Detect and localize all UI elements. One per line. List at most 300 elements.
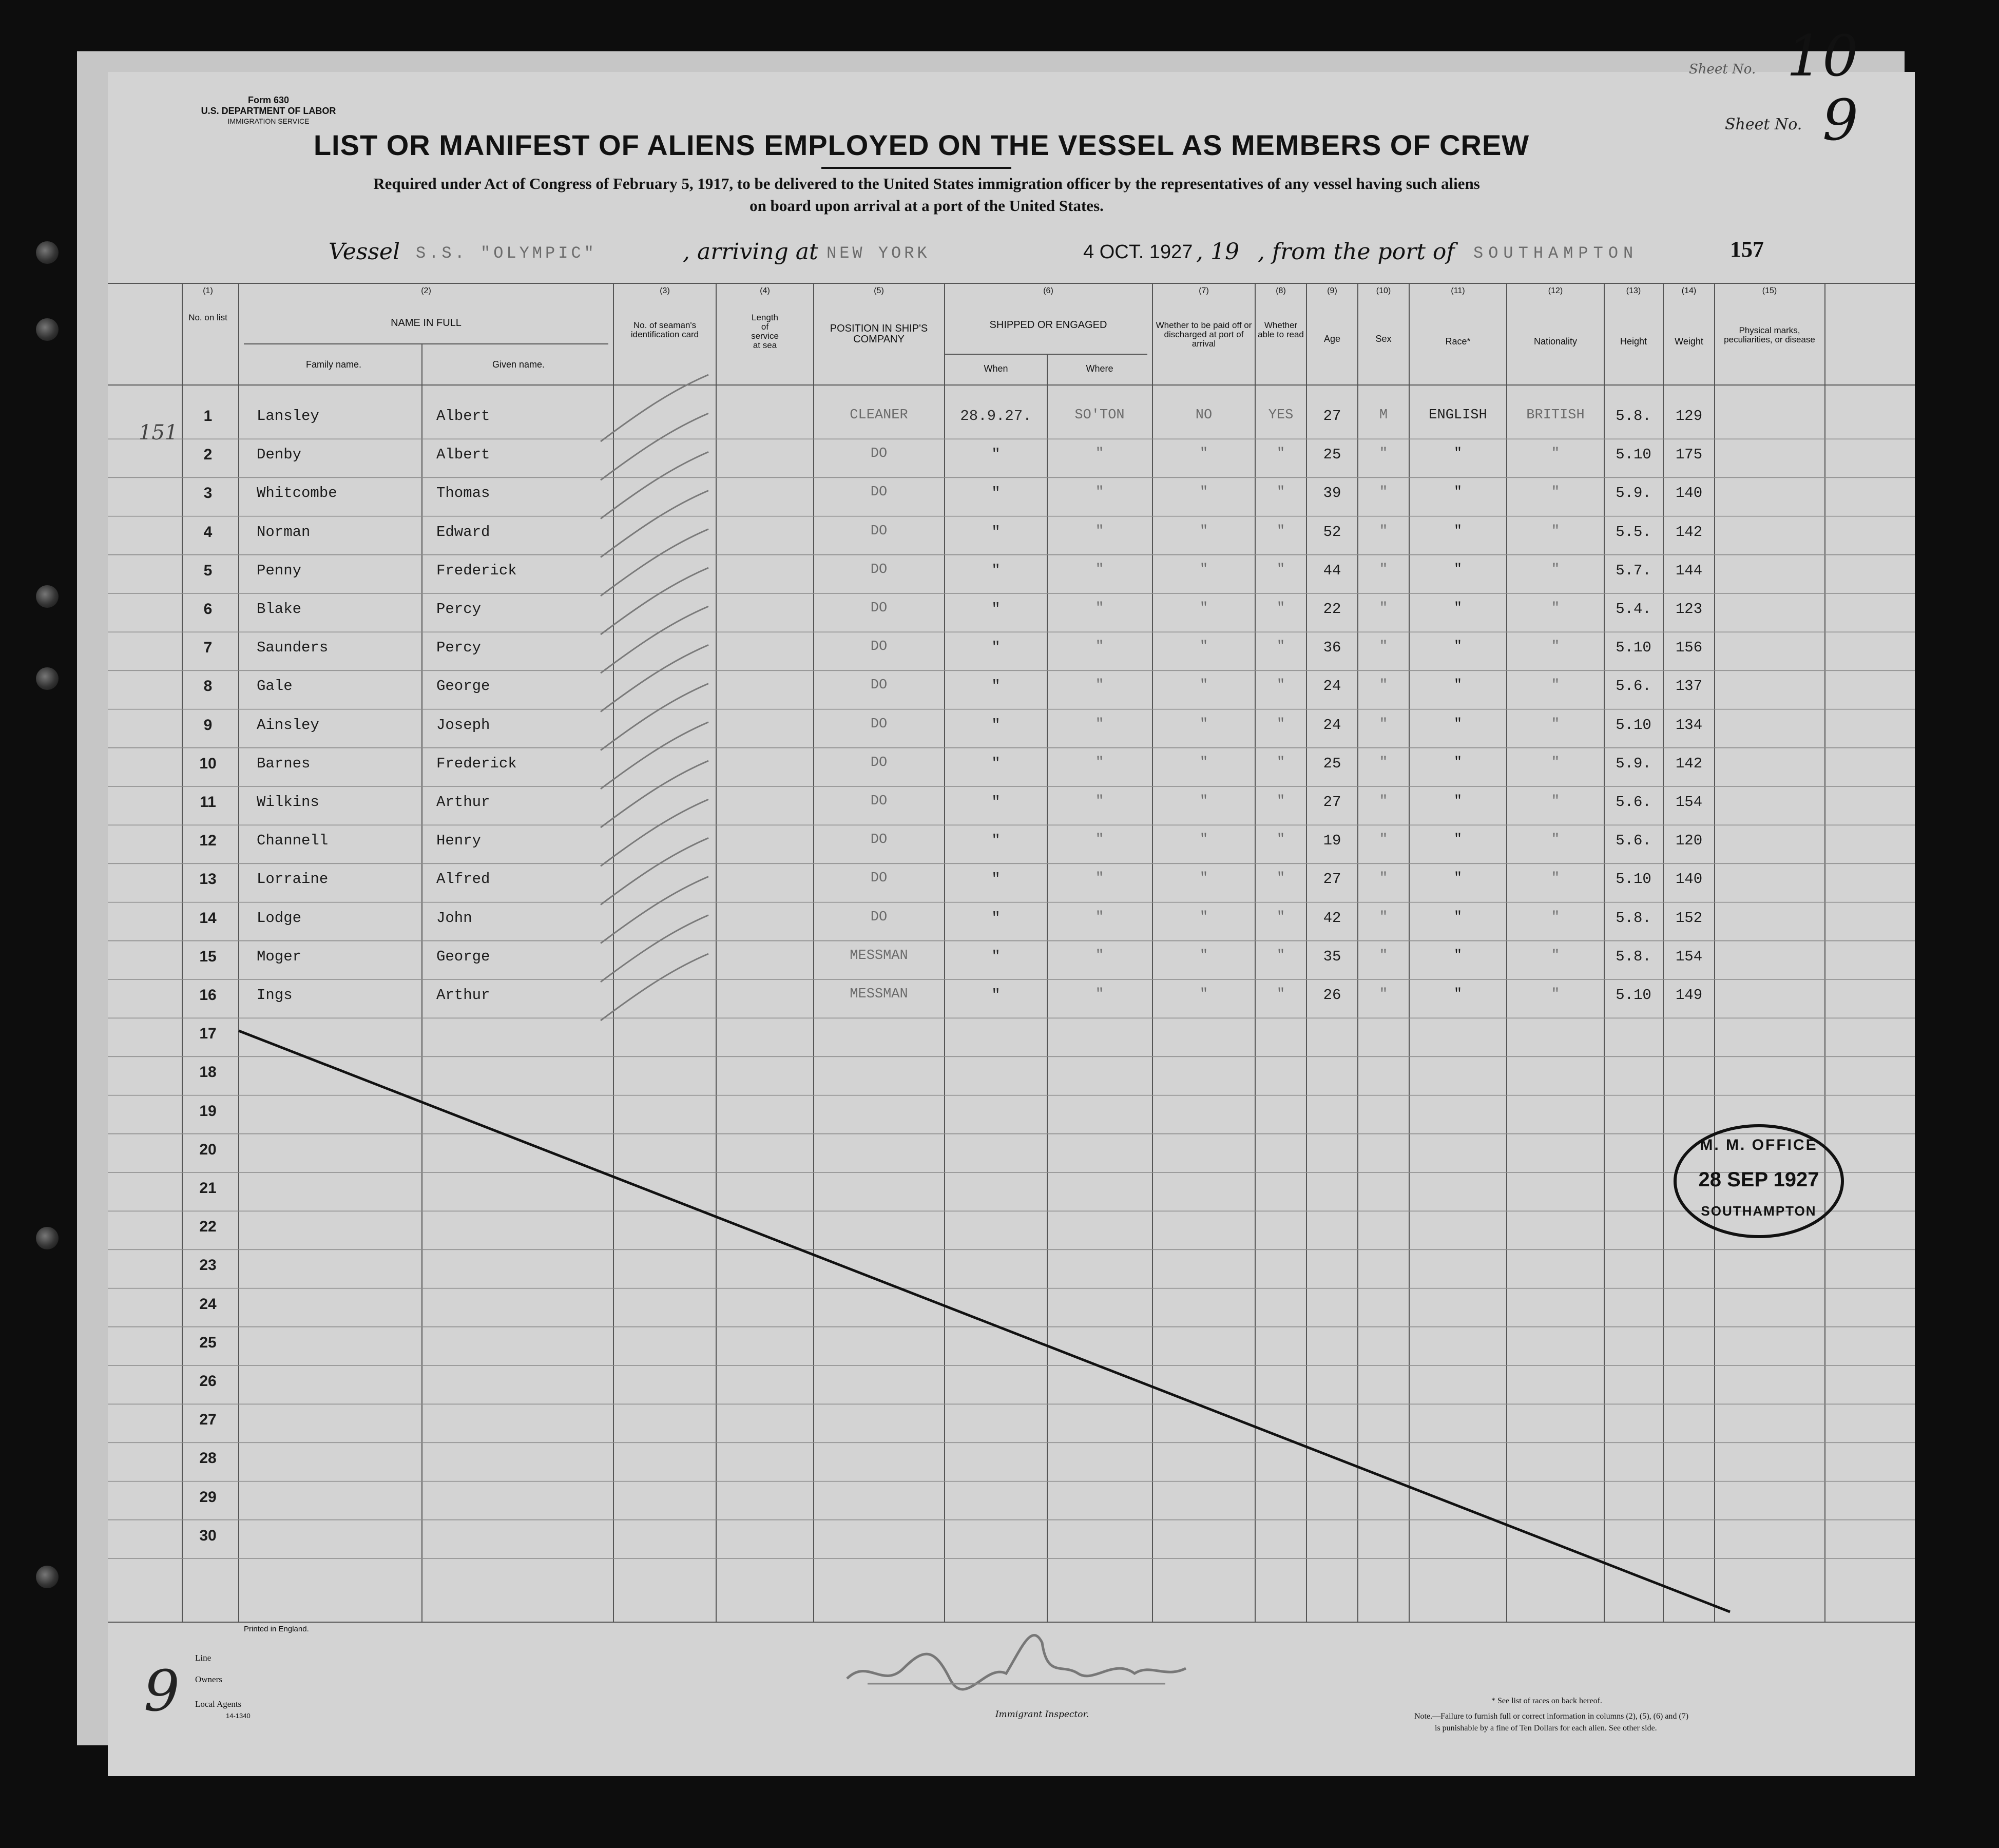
row-number: 8: [203, 678, 213, 695]
row-number: 24: [199, 1295, 217, 1313]
row-number: 5: [203, 562, 213, 579]
weight: 149: [1675, 987, 1703, 1004]
engaged-where: ": [1095, 716, 1104, 732]
paid-off: ": [1199, 755, 1208, 771]
paid-off: ": [1199, 948, 1208, 964]
family-name: Norman: [257, 523, 311, 541]
engaged-when: ": [991, 562, 1001, 579]
race: ": [1453, 987, 1463, 1002]
race: ": [1453, 678, 1463, 694]
family-name: Ings: [257, 987, 293, 1004]
sex: ": [1379, 446, 1388, 462]
sex: ": [1379, 909, 1388, 925]
row-number: 12: [199, 832, 217, 850]
race: ": [1453, 716, 1463, 732]
col5-label: POSITION IN SHIP'S COMPANY: [830, 323, 928, 345]
row-number: 22: [199, 1218, 217, 1236]
races-note: * See list of races on back hereof.: [1491, 1697, 1602, 1705]
given-name: Frederick: [436, 562, 517, 579]
height: 5.6.: [1616, 832, 1651, 850]
race: ": [1453, 794, 1463, 809]
sex: ": [1379, 485, 1388, 500]
owners-label: Owners: [195, 1674, 222, 1684]
paid-off: NO: [1195, 408, 1213, 423]
position: DO: [870, 909, 888, 925]
handwritten-number: 9: [144, 1658, 180, 1724]
row-number: 25: [199, 1334, 217, 1351]
note-line-2: is punishable by a fine of Ten Dollars for each alien. See other side.: [1435, 1724, 1657, 1732]
weight: 129: [1675, 408, 1703, 425]
binder-hole-icon: [36, 667, 59, 690]
paid-off: ": [1199, 601, 1208, 616]
engaged-when: ": [991, 678, 1001, 695]
family-name: Whitcombe: [257, 485, 337, 502]
position: DO: [870, 678, 888, 694]
age: 27: [1323, 794, 1341, 811]
able-to-read: ": [1276, 832, 1285, 848]
engaged-when: ": [991, 523, 1001, 541]
col6-where-label: Where: [1086, 363, 1113, 374]
able-to-read: ": [1276, 755, 1285, 771]
given-name: Thomas: [436, 485, 490, 502]
year-label: , 19: [1196, 239, 1239, 265]
col9-number: (9): [1327, 286, 1337, 295]
row-number: 18: [199, 1064, 217, 1081]
nationality: ": [1551, 485, 1560, 500]
col7-number: (7): [1199, 286, 1209, 295]
stamp-bottom-text: SOUTHAMPTON: [1701, 1203, 1817, 1219]
age: 42: [1323, 909, 1341, 927]
given-name: George: [436, 678, 490, 695]
weight: 140: [1675, 485, 1703, 502]
sex: ": [1379, 678, 1388, 694]
given-name: Albert: [436, 446, 490, 464]
pencil-tick: [601, 568, 708, 634]
position: DO: [870, 755, 888, 771]
age: 52: [1323, 523, 1341, 541]
col2-family-label: Family name.: [305, 359, 362, 370]
position: DO: [870, 485, 888, 500]
engaged-where: ": [1095, 909, 1104, 925]
office-stamp: [1674, 1124, 1844, 1238]
engaged-when: ": [991, 832, 1001, 850]
family-name: Gale: [257, 678, 293, 695]
pencil-tick: [601, 645, 708, 711]
arriving-port: NEW YORK: [826, 244, 930, 263]
col11-number: (11): [1451, 286, 1465, 295]
family-name: Barnes: [257, 755, 311, 772]
sex: ": [1379, 523, 1388, 539]
family-name: Ainsley: [257, 716, 319, 734]
family-name: Lodge: [257, 909, 302, 927]
weight: 152: [1675, 909, 1703, 927]
col3-label: No. of seaman's identification card: [630, 320, 699, 339]
engaged-where: ": [1095, 562, 1104, 578]
race: ": [1453, 562, 1463, 578]
able-to-read: ": [1276, 794, 1285, 809]
height: 5.10: [1616, 987, 1651, 1004]
binder-hole-icon: [36, 318, 59, 341]
engaged-when: ": [991, 639, 1001, 657]
engaged-when: ": [991, 909, 1001, 927]
col15-label: Physical marks, peculiarities, or disease: [1724, 325, 1815, 344]
nationality: ": [1551, 832, 1560, 848]
race: ": [1453, 601, 1463, 616]
race: ": [1453, 948, 1463, 964]
row-number: 7: [203, 639, 213, 657]
able-to-read: ": [1276, 716, 1285, 732]
able-to-read: ": [1276, 523, 1285, 539]
given-name: Henry: [436, 832, 482, 850]
family-name: Channell: [257, 832, 329, 850]
sheet-no-value-upper: 10: [1786, 23, 1858, 89]
pencil-tick: [601, 954, 708, 1021]
position: DO: [870, 523, 888, 539]
col8-number: (8): [1276, 286, 1286, 295]
paid-off: ": [1199, 678, 1208, 694]
row-number: 10: [199, 755, 217, 772]
engaged-where: ": [1095, 755, 1104, 771]
pencil-tick: [601, 722, 708, 789]
row-number: 3: [203, 485, 213, 502]
col5-number: (5): [874, 286, 884, 295]
height: 5.8.: [1616, 909, 1651, 927]
paid-off: ": [1199, 716, 1208, 732]
weight: 142: [1675, 755, 1703, 772]
age: 36: [1323, 639, 1341, 657]
sex: ": [1379, 601, 1388, 616]
row-number: 16: [199, 987, 217, 1004]
height: 5.7.: [1616, 562, 1651, 579]
able-to-read: ": [1276, 909, 1285, 925]
race: ": [1453, 523, 1463, 539]
from-port: SOUTHAMPTON: [1473, 244, 1639, 263]
row-number: 21: [199, 1180, 217, 1197]
engaged-where: ": [1095, 948, 1104, 964]
engaged-where: SO'TON: [1074, 408, 1125, 423]
given-name: Arthur: [436, 794, 490, 811]
col4-label: Length of service at sea: [751, 313, 779, 350]
able-to-read: ": [1276, 639, 1285, 655]
engaged-where: ": [1095, 987, 1104, 1002]
row-number: 20: [199, 1141, 217, 1158]
age: 39: [1323, 485, 1341, 502]
engaged-where: ": [1095, 678, 1104, 694]
paid-off: ": [1199, 523, 1208, 539]
col2-given-label: Given name.: [492, 359, 545, 370]
paid-off: ": [1199, 794, 1208, 809]
engaged-where: ": [1095, 871, 1104, 887]
stamp-top-text: M. M. OFFICE: [1700, 1137, 1818, 1153]
able-to-read: ": [1276, 948, 1285, 964]
given-name: Albert: [436, 408, 490, 425]
age: 25: [1323, 446, 1341, 464]
family-name: Moger: [257, 948, 302, 965]
position: CLEANER: [850, 408, 908, 423]
subtitle-line-1: Required under Act of Congress of February 5, 1917, to be delivered to the United States immigration officer by the representatives of any vessel having such aliens: [373, 175, 1480, 192]
height: 5.5.: [1616, 523, 1651, 541]
col6-number: (6): [1043, 286, 1053, 295]
engaged-when: ": [991, 716, 1001, 734]
vessel-label: Vessel: [329, 239, 400, 265]
given-name: Percy: [436, 601, 482, 618]
nationality: ": [1551, 446, 1560, 462]
col12-label: Nationality: [1533, 336, 1578, 346]
manifest-sheet: [108, 23, 1915, 1776]
sex: ": [1379, 987, 1388, 1002]
pencil-tick: [601, 529, 708, 596]
pencil-tick: [601, 838, 708, 904]
col1-number: (1): [203, 286, 213, 295]
nationality: ": [1551, 794, 1560, 809]
form-number: Form 630: [247, 95, 290, 105]
row-number: 29: [199, 1488, 217, 1506]
col13-number: (13): [1626, 286, 1641, 295]
weight: 120: [1675, 832, 1703, 850]
paid-off: ": [1199, 562, 1208, 578]
family-name: Lansley: [257, 408, 319, 425]
given-name: John: [436, 909, 472, 927]
form-code: 14-1340: [226, 1712, 251, 1720]
paid-off: ": [1199, 639, 1208, 655]
engaged-where: ": [1095, 523, 1104, 539]
row-number: 6: [203, 601, 213, 618]
col7-label: Whether to be paid off or discharged at port of arrival: [1156, 320, 1252, 349]
given-name: Percy: [436, 639, 482, 657]
engaged-when: ": [991, 948, 1001, 965]
engaged-where: ": [1095, 794, 1104, 809]
page-title: LIST OR MANIFEST OF ALIENS EMPLOYED ON THE VESSEL AS MEMBERS OF CREW: [313, 129, 1530, 161]
pencil-tick: [601, 452, 708, 518]
sex: ": [1379, 832, 1388, 848]
position: DO: [870, 832, 888, 848]
row-number: 28: [199, 1450, 217, 1467]
binder-hole-icon: [36, 1566, 59, 1588]
col14-number: (14): [1681, 286, 1697, 295]
height: 5.6.: [1616, 794, 1651, 811]
paid-off: ": [1199, 446, 1208, 462]
weight: 134: [1675, 716, 1703, 734]
nationality: ": [1551, 871, 1560, 887]
engaged-when: ": [991, 446, 1001, 464]
row-number: 30: [199, 1527, 217, 1544]
inspector-label: Immigrant Inspector.: [995, 1709, 1089, 1720]
pencil-tick: [601, 684, 708, 750]
position: MESSMAN: [850, 948, 908, 964]
age: 26: [1323, 987, 1341, 1004]
height: 5.9.: [1616, 485, 1651, 502]
able-to-read: ": [1276, 601, 1285, 616]
age: 25: [1323, 755, 1341, 772]
row-number: 23: [199, 1257, 217, 1274]
pencil-tick: [601, 799, 708, 866]
able-to-read: ": [1276, 485, 1285, 500]
col15-number: (15): [1762, 286, 1777, 295]
paid-off: ": [1199, 832, 1208, 848]
position: DO: [870, 716, 888, 732]
race: ": [1453, 832, 1463, 848]
row-number: 9: [203, 716, 213, 734]
weight: 154: [1675, 794, 1703, 811]
race: ": [1453, 871, 1463, 887]
col6-when-label: When: [984, 363, 1008, 374]
able-to-read: ": [1276, 987, 1285, 1002]
family-name: Denby: [257, 446, 302, 464]
race: ": [1453, 909, 1463, 925]
subtitle-line-2: on board upon arrival at a port of the United States.: [749, 197, 1104, 215]
nationality: ": [1551, 639, 1560, 655]
nationality: ": [1551, 755, 1560, 771]
department: U.S. DEPARTMENT OF LABOR: [201, 106, 336, 116]
age: 24: [1323, 678, 1341, 695]
nationality: ": [1551, 987, 1560, 1002]
printed-note: Printed in England.: [244, 1625, 309, 1633]
row-number: 26: [199, 1373, 217, 1390]
able-to-read: YES: [1268, 408, 1294, 423]
arrival-date: 4 OCT. 1927: [1083, 241, 1193, 263]
position: DO: [870, 562, 888, 578]
engaged-when: ": [991, 601, 1001, 618]
engaged-when: ": [991, 871, 1001, 888]
margin-note: 151: [139, 421, 178, 445]
height: 5.10: [1616, 446, 1651, 464]
position: DO: [870, 794, 888, 809]
row-number: 15: [199, 948, 217, 965]
pencil-tick: [601, 915, 708, 982]
row-number: 14: [199, 909, 217, 927]
col1-label: No. on list: [188, 313, 227, 322]
family-name: Saunders: [257, 639, 329, 657]
col11-label: Race*: [1445, 336, 1471, 346]
position: DO: [870, 871, 888, 887]
row-number: 2: [203, 446, 213, 464]
arriving-label: , arriving at: [683, 239, 818, 265]
weight: 175: [1675, 446, 1703, 464]
col2-label: NAME IN FULL: [391, 317, 462, 329]
col2-number: (2): [421, 286, 431, 295]
race: ": [1453, 639, 1463, 655]
given-name: Edward: [436, 523, 490, 541]
service: IMMIGRATION SERVICE: [227, 117, 310, 125]
sex: ": [1379, 639, 1388, 655]
sheet-no-label-upper: Sheet No.: [1689, 62, 1756, 77]
position: DO: [870, 601, 888, 616]
engaged-where: ": [1095, 639, 1104, 655]
col14-label: Weight: [1675, 336, 1703, 346]
row-number: 13: [199, 871, 217, 888]
engaged-when: 28.9.27.: [960, 408, 1032, 425]
page-number: 157: [1730, 237, 1764, 262]
race: ": [1453, 446, 1463, 462]
able-to-read: ": [1276, 871, 1285, 887]
nationality: ": [1551, 678, 1560, 694]
engaged-when: ": [991, 755, 1001, 772]
nationality: ": [1551, 948, 1560, 964]
sheet-no-value: 9: [1822, 87, 1858, 153]
sex: ": [1379, 794, 1388, 809]
row-number: 27: [199, 1411, 217, 1429]
position: MESSMAN: [850, 987, 908, 1002]
weight: 137: [1675, 678, 1703, 695]
sheet-no-label: Sheet No.: [1725, 116, 1802, 133]
engaged-when: ": [991, 485, 1001, 502]
sex: M: [1379, 408, 1388, 423]
able-to-read: ": [1276, 678, 1285, 694]
height: 5.4.: [1616, 601, 1651, 618]
nationality: ": [1551, 601, 1560, 616]
height: 5.9.: [1616, 755, 1651, 772]
given-name: Joseph: [436, 716, 490, 734]
stamp-date: 28 SEP 1927: [1698, 1168, 1819, 1191]
weight: 144: [1675, 562, 1703, 579]
race: ": [1453, 485, 1463, 500]
sex: ": [1379, 562, 1388, 578]
age: 19: [1323, 832, 1341, 850]
weight: 140: [1675, 871, 1703, 888]
family-name: Wilkins: [257, 794, 319, 811]
position: DO: [870, 446, 888, 462]
age: 27: [1323, 871, 1341, 888]
col12-number: (12): [1548, 286, 1563, 295]
paid-off: ": [1199, 909, 1208, 925]
weight: 154: [1675, 948, 1703, 965]
engaged-where: ": [1095, 832, 1104, 848]
pencil-tick: [601, 877, 708, 944]
row-number: 17: [199, 1025, 217, 1043]
given-name: Arthur: [436, 987, 490, 1004]
nationality: ": [1551, 562, 1560, 578]
col3-number: (3): [660, 286, 670, 295]
height: 5.10: [1616, 639, 1651, 657]
paid-off: ": [1199, 485, 1208, 500]
pencil-tick: [601, 606, 708, 673]
weight: 123: [1675, 601, 1703, 618]
weight: 142: [1675, 523, 1703, 541]
engaged-when: ": [991, 987, 1001, 1004]
able-to-read: ": [1276, 562, 1285, 578]
col6-label: SHIPPED OR ENGAGED: [989, 319, 1107, 331]
given-name: Alfred: [436, 871, 490, 888]
binder-hole-icon: [36, 1227, 59, 1249]
age: 24: [1323, 716, 1341, 734]
sex: ": [1379, 755, 1388, 771]
engaged-where: ": [1095, 485, 1104, 500]
height: 5.8.: [1616, 948, 1651, 965]
row-number: 1: [203, 408, 213, 425]
age: 44: [1323, 562, 1341, 579]
weight: 156: [1675, 639, 1703, 657]
height: 5.8.: [1616, 408, 1651, 425]
sex: ": [1379, 716, 1388, 732]
agents-label: Local Agents: [195, 1699, 242, 1709]
sex: ": [1379, 871, 1388, 887]
age: 27: [1323, 408, 1341, 425]
height: 5.6.: [1616, 678, 1651, 695]
binder-hole-icon: [36, 241, 59, 264]
engaged-where: ": [1095, 446, 1104, 462]
row-number: 19: [199, 1102, 217, 1120]
height: 5.10: [1616, 716, 1651, 734]
nationality: BRITISH: [1526, 408, 1585, 423]
family-name: Penny: [257, 562, 302, 579]
col9-label: Age: [1323, 334, 1341, 344]
row-number: 4: [203, 523, 213, 541]
col10-number: (10): [1376, 286, 1391, 295]
from-label: , from the port of: [1258, 239, 1455, 265]
col4-number: (4): [760, 286, 770, 295]
nationality: ": [1551, 716, 1560, 732]
col10-label: Sex: [1375, 334, 1392, 344]
